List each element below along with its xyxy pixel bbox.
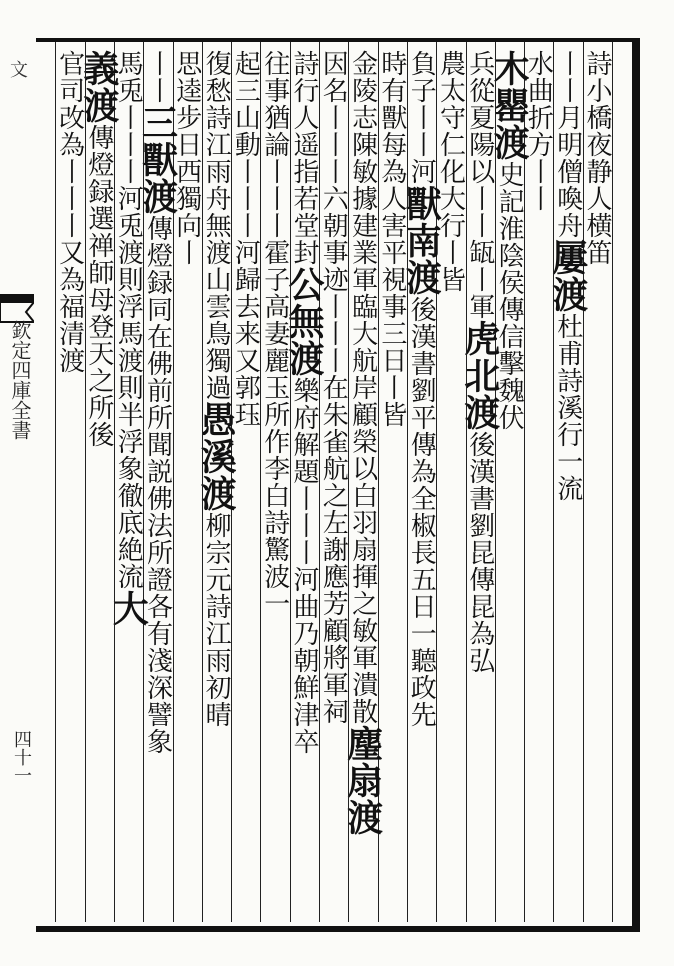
text-segment: 往事猶論丨丨丨	[259, 50, 290, 239]
text-segment: 柳宗元詩江雨初晴	[201, 512, 232, 728]
text-column	[341, 50, 384, 836]
text-column	[458, 50, 501, 674]
text-segment: 丨丨月明僧喚舟	[552, 50, 583, 239]
text-segment: 復愁詩江雨舟無渡山雲鳥獨過	[201, 50, 232, 401]
text-segment: 霍子高妻麗玉所作李白詩驚波一	[259, 239, 290, 617]
text-segment: 農太守仁化大行丨皆	[435, 50, 466, 293]
text-column	[435, 50, 466, 293]
column-rule	[466, 42, 467, 922]
entry-heading: 三獸渡	[136, 104, 179, 215]
column-rule	[85, 42, 86, 922]
text-column	[400, 50, 443, 728]
column-rule	[143, 42, 144, 922]
text-column	[107, 50, 150, 627]
text-column	[195, 50, 238, 728]
column-rule	[348, 42, 349, 922]
column-rule	[553, 42, 554, 922]
text-segment: 樂府解題丨丨丨河曲乃朝鮮津卒	[288, 377, 319, 755]
text-segment: 詩行人遥指若堂封	[288, 50, 319, 266]
text-column	[546, 50, 589, 502]
text-column	[54, 50, 85, 374]
margin-header-text: 文	[7, 60, 28, 182]
text-segment: 時有獸每為人害平視事三日丨皆	[376, 50, 407, 428]
text-column	[581, 50, 612, 266]
text-column	[523, 50, 554, 212]
column-rule	[524, 42, 525, 922]
book-title-label: 欽定四庫全書	[8, 320, 32, 440]
entry-heading: 公無渡	[282, 266, 325, 377]
text-segment: 思逵步日西獨向丨	[171, 50, 202, 266]
text-segment: 後漢書劉平傳為全椒長五日一聽政先	[406, 296, 437, 728]
entry-heading: 虎北渡	[458, 320, 501, 431]
text-column	[171, 50, 202, 266]
text-segment: 起三山動丨丨丨河歸去来又郭珏	[230, 50, 261, 428]
text-segment: 詩小橋夜静人横笛	[581, 50, 612, 266]
text-segment: 負子丨丨河	[406, 50, 437, 185]
entry-heading: 愚溪渡	[195, 401, 238, 512]
text-segment: 傳燈録同在佛前所聞説佛法所證各有淺深譬象	[142, 215, 173, 755]
text-segment: 兵從夏陽以丨丨缻丨軍	[464, 50, 495, 320]
text-segment: 杜甫詩溪行一流	[552, 313, 583, 502]
text-column	[488, 50, 531, 431]
text-segment: 因名丨丨丨六朝事迹丨丨丨在朱雀航之左謝應芳顧將軍祠	[318, 50, 349, 725]
column-rule	[436, 42, 437, 922]
text-segment: 史記淮陰侯傳信擊魏伏	[494, 161, 525, 431]
text-segment: 水曲折方丨丨	[523, 50, 554, 212]
text-segment: 傳燈録選禅師母登天之所後	[83, 124, 114, 448]
column-rule	[319, 42, 320, 922]
column-rule	[55, 42, 56, 922]
entry-heading: 屢渡	[546, 239, 589, 313]
entry-heading: 義渡	[77, 50, 120, 124]
text-segment: 後漢書劉昆傳昆為弘	[464, 431, 495, 674]
text-column	[136, 50, 179, 755]
entry-heading: 獸南渡	[400, 185, 443, 296]
text-column	[77, 50, 120, 448]
column-rule	[290, 42, 291, 922]
entry-heading: 麈扇渡	[341, 725, 384, 836]
text-segment: 金陵志陳敏據建業軍臨大航岸顧榮以白羽扇揮之敏軍潰散	[347, 50, 378, 725]
column-rule	[114, 42, 115, 922]
text-column	[230, 50, 261, 428]
text-column	[318, 50, 349, 725]
text-column	[282, 50, 325, 755]
column-rule	[202, 42, 203, 922]
entry-heading: 大	[107, 590, 150, 627]
left-margin	[0, 0, 34, 966]
text-segment: 馬兎丨丨丨河兎渡則浮馬渡則半浮象徹底絶流	[113, 50, 144, 590]
text-segment: 丨丨	[142, 50, 173, 104]
text-column	[259, 50, 290, 617]
page-number: 四十一	[11, 730, 32, 784]
text-segment: 官司改為丨丨丨又為福清渡	[54, 50, 85, 374]
column-rule	[612, 42, 613, 922]
column-rule	[407, 42, 408, 922]
column-rule	[260, 42, 261, 922]
entry-heading: 木罌渡	[488, 50, 531, 161]
text-column	[376, 50, 407, 428]
